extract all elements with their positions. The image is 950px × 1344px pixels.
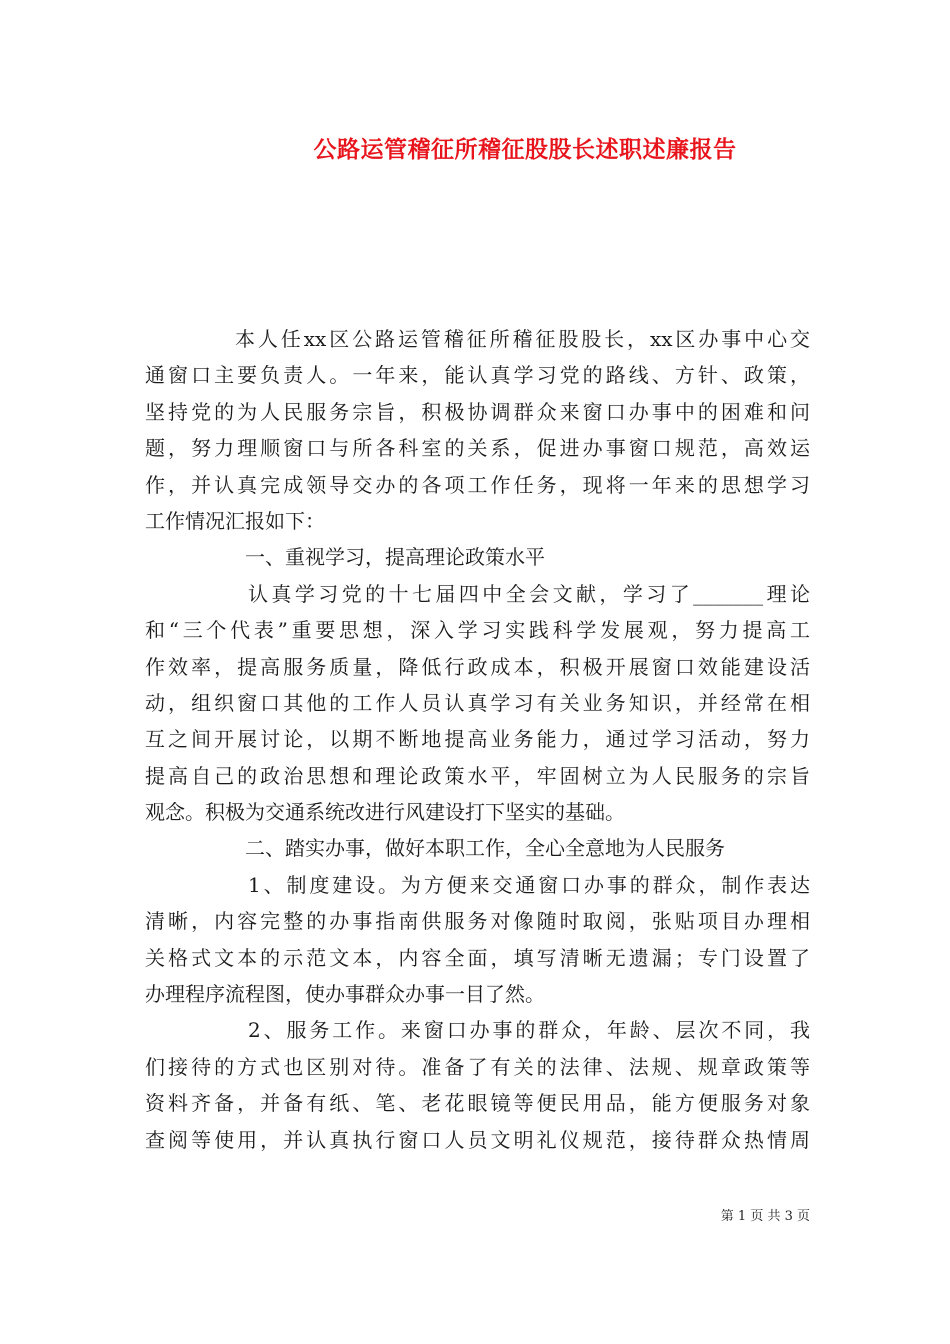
body-line: 互之间开展讨论，以期不断地提高业务能力，通过学习活动，努力 (145, 727, 810, 752)
body-line: 和“三个代表”重要思想，深入学习实践科学发展观，努力提高工 (145, 618, 810, 643)
body-line: 资料齐备，并备有纸、笔、老花眼镜等便民用品，能方便服务对象 (145, 1091, 810, 1116)
body-line: 作，并认真完成领导交办的各项工作任务，现将一年来的思想学习 (145, 472, 810, 497)
body-line: 作效率，提高服务质量，降低行政成本，积极开展窗口效能建设活 (145, 654, 810, 679)
document-title: 公路运管稽征所稽征股股长述职述廉报告 (313, 136, 737, 163)
body-line: 工作情况汇报如下： (145, 508, 325, 533)
body-line: 提高自己的政治思想和理论政策水平，牢固树立为人民服务的宗旨 (145, 763, 810, 788)
body-line: 题，努力理顺窗口与所各科室的关系，促进办事窗口规范，高效运 (145, 436, 810, 461)
body-line: 关格式文本的示范文本，内容全面，填写清晰无遗漏；专门设置了 (145, 945, 810, 970)
body-line: 二、踏实办事，做好本职工作，全心全意地为人民服务 (245, 836, 725, 861)
page-footer: 第 1 页 共 3 页 (720, 1209, 810, 1224)
body-line: 观念。积极为交通系统改进行风建设打下坚实的基础。 (145, 800, 625, 825)
body-line: 坚持党的为人民服务宗旨，积极协调群众来窗口办事中的困难和问 (145, 399, 810, 424)
document-body (145, 321, 810, 1158)
body-line: 1、制度建设。为方便来交通窗口办事的群众，制作表达 (248, 872, 810, 897)
body-line: 们接待的方式也区别对待。准备了有关的法律、法规、规章政策等 (145, 1054, 810, 1079)
body-line: 查阅等使用，并认真执行窗口人员文明礼仪规范，接待群众热情周 (145, 1127, 810, 1152)
body-line: 认真学习党的十七届四中全会文献，学习了_______理论 (248, 581, 810, 606)
body-line: 清晰，内容完整的办事指南供服务对像随时取阅，张贴项目办理相 (145, 909, 810, 934)
body-line: 通窗口主要负责人。一年来，能认真学习党的路线、方针、政策， (145, 363, 810, 388)
body-line: 办理程序流程图，使办事群众办事一目了然。 (145, 982, 545, 1007)
body-line: 本人任xx区公路运管稽征所稽征股股长，xx区办事中心交 (235, 327, 810, 351)
body-line: 一、重视学习，提高理论政策水平 (245, 545, 545, 570)
body-line: 动，组织窗口其他的工作人员认真学习有关业务知识，并经常在相 (145, 690, 810, 715)
body-line: 2、服务工作。来窗口办事的群众，年龄、层次不同，我 (248, 1018, 810, 1043)
